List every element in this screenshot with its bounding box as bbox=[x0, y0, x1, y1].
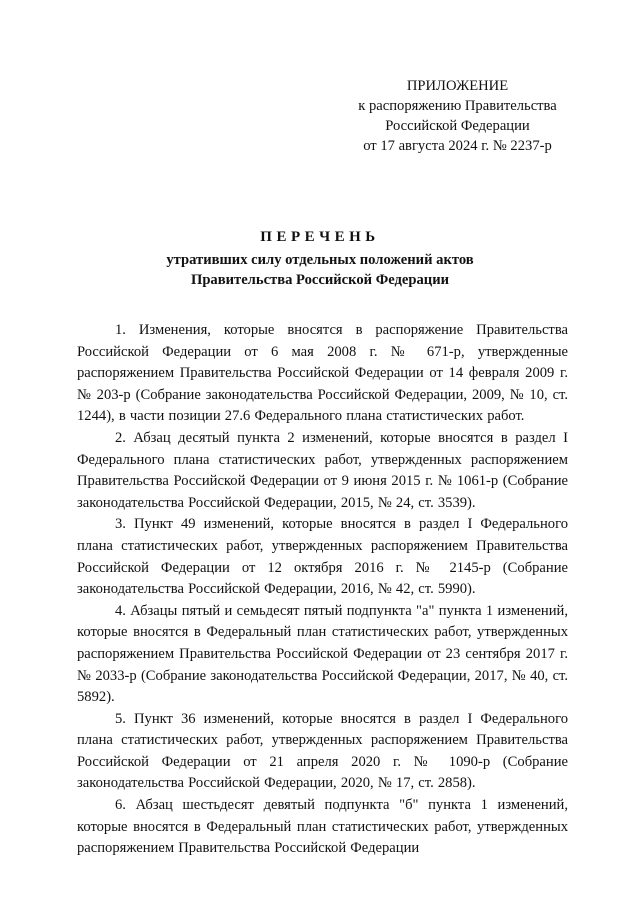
subtitle-line: Правительства Российской Федерации bbox=[190, 272, 450, 288]
appendix-reference-line: Российской Федерации bbox=[385, 118, 530, 134]
list-item: 6. Абзац шестьдесят девятый подпункта "б" пункта 1 изменений, которые вносятся в Федеральный план статистических работ, утвержденных распоряжением Правительства Российской Федерации bbox=[77, 797, 568, 857]
list-item: 2. Абзац десятый пункта 2 изменений, которые вносятся в раздел I Федерального плана статистических работ, утвержденных распоряжением Правительства Российской Федерации от 9 июня 2015 г. № 1061-р (Собрание законодательства Российской Федерации, 2015, № 24, ст. 3539). bbox=[77, 429, 568, 511]
document-title: ПЕРЕЧЕНЬ bbox=[260, 229, 380, 245]
appendix-label: ПРИЛОЖЕНИЕ bbox=[406, 78, 509, 94]
appendix-header bbox=[330, 76, 585, 156]
appendix-reference-line: к распоряжению Правительства bbox=[358, 98, 557, 114]
document-body bbox=[77, 320, 568, 860]
appendix-date-number: от 17 августа 2024 г. № 2237-р bbox=[363, 138, 552, 154]
subtitle-line: утративших силу отдельных положений актов bbox=[166, 252, 474, 268]
list-item: 1. Изменения, которые вносятся в распоряжение Правительства Российской Федерации от 6 мая 2008 г. № 671-р, утвержденные распоряжением Правительства Российской Федерации от 14 февраля 2009 г. № 203-р (Собрание законодательства Российской Федерации, 2009, № 10, ст. 1244), в части позиции 27.6 Федерального плана статистических работ. bbox=[77, 322, 568, 425]
list-item: 3. Пункт 49 изменений, которые вносятся в раздел I Федерального плана статистических работ, утвержденных распоряжением Правительства Российской Федерации от 12 октября 2016 г. № 2145-р (Собрание законодательства Российской Федерации, 2016, № 42, ст. 5990). bbox=[77, 516, 568, 598]
document-subtitle bbox=[60, 250, 580, 290]
list-item: 4. Абзацы пятый и семьдесят пятый подпункта "а" пункта 1 изменений, которые вносятся в Федеральный план статистических работ, утвержденных распоряжением Правительства Российской Федерации от 23 сентября 2017 г. № 2033-р (Собрание законодательства Российской Федерации, 2017, № 40, ст. 5892). bbox=[77, 602, 568, 706]
list-item: 5. Пункт 36 изменений, которые вносятся в раздел I Федерального плана статистических работ, утвержденных распоряжением Правительства Российской Федерации от 21 апреля 2020 г. № 1090-р (Собрание законодательства Российской Федерации, 2020, № 17, ст. 2858). bbox=[77, 710, 568, 792]
